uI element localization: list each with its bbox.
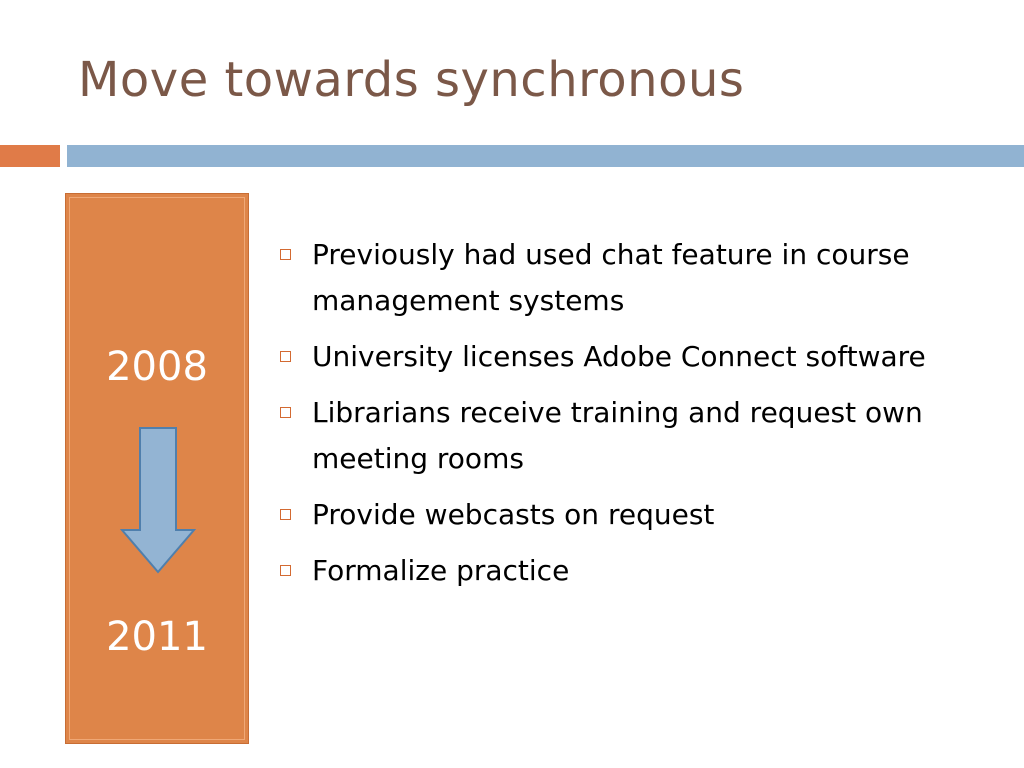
square-bullet-icon	[280, 249, 291, 260]
bullet-item	[276, 334, 1016, 380]
end-year: 2011	[106, 614, 208, 660]
bullet-text: Librarians receive training and request own meeting rooms	[312, 396, 923, 475]
square-bullet-icon	[280, 565, 291, 576]
bullet-text: University licenses Adobe Connect software	[312, 340, 926, 373]
bullet-text: Formalize practice	[312, 554, 570, 587]
accent-bar-orange	[0, 145, 60, 167]
bullet-text: Previously had used chat feature in course management systems	[312, 238, 910, 317]
bullet-item	[276, 492, 1016, 538]
slide-title: Move towards synchronous	[78, 52, 745, 108]
timeline-panel	[65, 193, 249, 744]
bullet-text: Provide webcasts on request	[312, 498, 715, 531]
square-bullet-icon	[280, 351, 291, 362]
bullet-item	[276, 548, 1016, 594]
accent-bar-blue	[67, 145, 1024, 167]
square-bullet-icon	[280, 407, 291, 418]
square-bullet-icon	[280, 509, 291, 520]
bullet-item	[276, 390, 1016, 482]
bullet-item	[276, 232, 1016, 324]
down-arrow-icon	[118, 426, 198, 576]
start-year: 2008	[106, 344, 208, 390]
bullet-list	[276, 232, 1016, 604]
